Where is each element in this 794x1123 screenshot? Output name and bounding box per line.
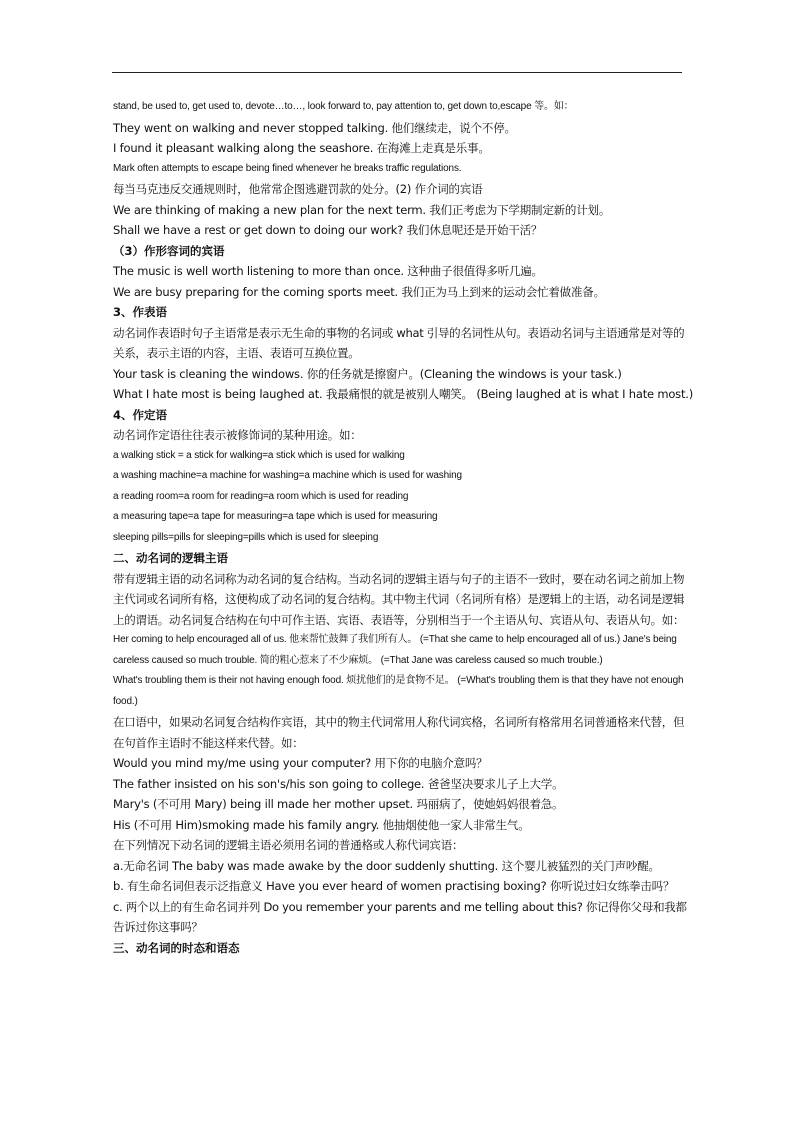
- example-line: a measuring tape=a tape for measuring=a tape which is used for measuring: [113, 511, 438, 522]
- example-sentence: b. 有生命名词但表示泛指意义 Have you ever heard of women practising boxing? 你听说过妇女练拳击吗？: [113, 879, 675, 893]
- example-sentence: Mary's (不可用 Mary) being ill made her mother upset. 玛丽病了，使她妈妈很着急。: [113, 797, 564, 811]
- example-sentence: We are thinking of making a new plan for the next term. 我们正考虑为下学期制定新的计划。: [113, 202, 611, 217]
- example-sentence: 动名词作定语往往表示被修饰词的某种用途。如：: [113, 428, 362, 442]
- section-heading: 4、作定语: [113, 407, 168, 422]
- paragraph: c. 两个以上的有生命名词并列 Do you remember your parents and me telling about this? 你记得你父母和我都告诉过你这事吗？: [113, 899, 687, 934]
- document-body: [113, 97, 703, 958]
- paragraph: 在口语中，如果动名词复合结构作宾语，其中的物主代词常用人称代词宾格，名词所有格常用名词普通格来代替，但在句首作主语时不能这样来代替。如：: [113, 715, 685, 750]
- example-sentence: They went on walking and never stopped talking. 他们继续走，说个不停。: [113, 120, 516, 135]
- example-sentence: The music is well worth listening to more than once. 这种曲子很值得多听几遍。: [113, 264, 543, 278]
- example-sentence: a.无命名词 The baby was made awake by the door suddenly shutting. 这个婴儿被猛烈的关门声吵醒。: [113, 858, 660, 873]
- example-sentence: I found it pleasant walking along the seashore. 在海滩上走真是乐事。: [113, 141, 490, 155]
- example-line: a walking stick = a stick for walking=a stick which is used for walking: [113, 449, 405, 461]
- example-line: sleeping pills=pills for sleeping=pills which is used for sleeping: [113, 531, 379, 543]
- example-sentence: What I hate most is being laughed at. 我最痛恨的就是被别人嘲笑。 (Being laughed at is what I hate most.): [113, 387, 694, 401]
- example-line: a reading room=a room for reading=a room which is used for reading: [113, 490, 409, 502]
- section-heading: （3）作形容词的宾语: [113, 243, 225, 258]
- paragraph: What's troubling them is their not having enough food. 烦扰他们的是食物不足。 (=What's troubling them is that they have not enough food.): [113, 675, 684, 707]
- example-sentence: 每当马克违反交通规则时，他常常企图逃避罚款的处分。(2) 作介词的宾语: [113, 182, 483, 196]
- example-line: Mark often attempts to escape being fined whenever he breaks traffic regulations.: [113, 162, 462, 174]
- example-sentence: Your task is cleaning the windows. 你的任务就是擦窗户。(Cleaning the windows is your task.): [113, 366, 622, 381]
- section-heading: 二、动名词的逻辑主语: [113, 551, 228, 565]
- example-sentence: 在下列情况下动名词的逻辑主语必须用名词的普通格或人称代词宾语：: [113, 838, 464, 852]
- example-sentence: His (不可用 Him)smoking made his family angry. 他抽烟使他一家人非常生气。: [113, 817, 530, 832]
- example-sentence: We are busy preparing for the coming sports meet. 我们正为马上到来的运动会忙着做准备。: [113, 284, 605, 299]
- section-heading: 三、动名词的时态和语态: [113, 940, 240, 955]
- example-sentence: The father insisted on his son's/his son going to college. 爸爸坚决要求儿子上大学。: [113, 776, 564, 791]
- paragraph: 动名词作表语时句子主语常是表示无生命的事物的名词或 what 引导的名词性从句。表语动名词与主语通常是对等的关系，表示主语的内容，主语、表语可互换位置。: [113, 325, 685, 360]
- example-sentence: Would you mind my/me using your computer? 用下你的电脑介意吗？: [113, 756, 488, 770]
- example-line: stand, be used to, get used to, devote…to…, look forward to, pay attention to, get down to,escape 等。如：: [113, 101, 574, 112]
- section-heading: 3、作表语: [113, 305, 168, 319]
- example-line: a washing machine=a machine for washing=a machine which is used for washing: [113, 470, 462, 481]
- example-sentence: Shall we have a rest or get down to doing our work? 我们休息呢还是开始干活？: [113, 223, 543, 237]
- paragraph: Her coming to help encouraged all of us. 他来帮忙鼓舞了我们所有人。 (=That she came to help encouraged all of us.) Jane's being careless caused so much trouble. 简的粗心惹来了不少麻烦。 (=That Jane was careless caused so much trouble.): [113, 634, 677, 666]
- header-rule: [112, 72, 682, 73]
- paragraph: 带有逻辑主语的动名词称为动名词的复合结构。当动名词的逻辑主语与句子的主语不一致时，要在动名词之前加上物主代词或名词所有格，这便构成了动名词的复合结构。其中物主代词（名词所有格）是逻辑上的主语，动名词是逻辑上的谓语。动名词复合结构在句中可作主语、宾语、表语等，分别相当于一个主语从句、宾语从句、表语从句。如：: [113, 571, 685, 627]
